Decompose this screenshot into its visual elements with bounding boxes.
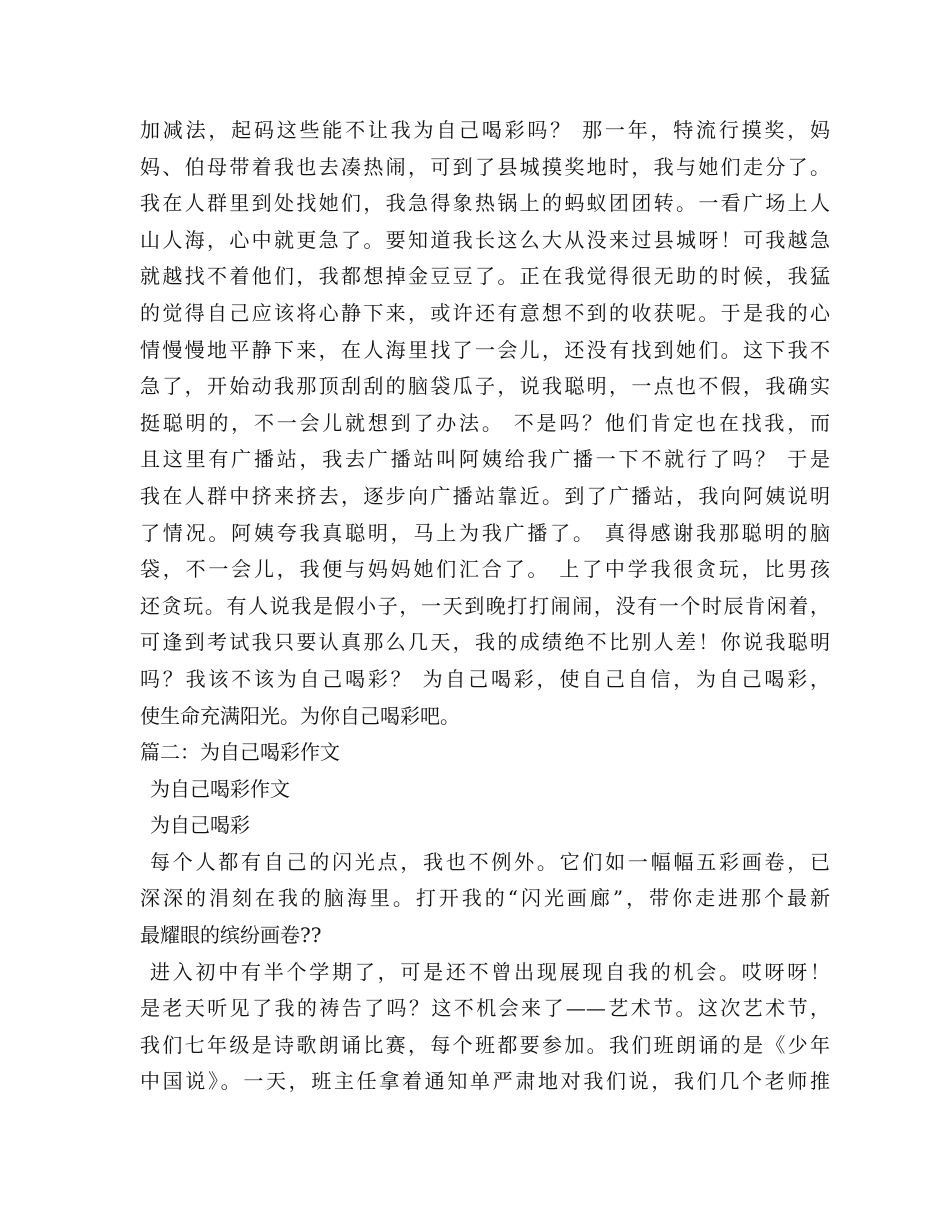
section-heading: 篇二：为自己喝彩作文	[140, 740, 340, 765]
text-line: 我在人群中挤来挤去，逐步向广播站靠近。到了广播站，我向阿姨说明	[140, 483, 830, 508]
text-line: 的觉得自己应该将心静下来，或许还有意想不到的收获呢。于是我的心	[140, 300, 830, 325]
text-line: 可逢到考试我只要认真那么几天，我的成绩绝不比别人差！你说我聪明	[140, 630, 830, 655]
text-line: 山人海，心中就更急了。要知道我长这么大从没来过县城呀！可我越急	[140, 227, 830, 252]
text-line: 且这里有广播站，我去广播站叫阿姨给我广播一下不就行了吗？ 于是	[140, 447, 830, 472]
text-line: 袋，不一会儿，我便与妈妈她们汇合了。 上了中学我很贪玩，比男孩	[140, 557, 830, 582]
text-line: 我们七年级是诗歌朗诵比赛，每个班都要参加。我们班朗诵的是《少年	[140, 1032, 830, 1057]
text-line: 中国说》。一天，班主任拿着通知单严肃地对我们说，我们几个老师推	[140, 1069, 830, 1094]
essay-subtitle: 为自己喝彩	[150, 813, 250, 838]
text-line: 急了，开始动我那顶刮刮的脑袋瓜子，说我聪明，一点也不假，我确实	[140, 374, 830, 399]
text-line: 进入初中有半个学期了，可是还不曾出现展现自我的机会。哎呀呀！	[150, 959, 830, 984]
text-line: 了情况。阿姨夸我真聪明，马上为我广播了。 真得感谢我那聪明的脑	[140, 520, 830, 545]
text-line: 我在人群里到处找她们，我急得象热锅上的蚂蚁团团转。一看广场上人	[140, 191, 830, 216]
text-line: 还贪玩。有人说我是假小子，一天到晚打打闹闹，没有一个时辰肯闲着，	[140, 593, 830, 618]
text-line: 每个人都有自己的闪光点，我也不例外。它们如一幅幅五彩画卷，已	[150, 849, 830, 874]
text-line: 最耀眼的缤纷画卷??	[140, 923, 322, 948]
text-line: 是老天听见了我的祷告了吗？这不机会来了——艺术节。这次艺术节，	[140, 996, 830, 1021]
text-line: 挺聪明的，不一会儿就想到了办法。 不是吗？他们肯定也在找我，而	[140, 410, 830, 435]
text-line: 深深的涓刻在我的脑海里。打开我的“闪光画廊”，带你走进那个最新	[140, 886, 830, 911]
text-line: 吗？我该不该为自己喝彩？ 为自己喝彩，使自己自信，为自己喝彩，	[140, 666, 830, 691]
text-line: 加减法，起码这些能不让我为自己喝彩吗？ 那一年，特流行摸奖，妈	[140, 118, 830, 142]
essay-title: 为自己喝彩作文	[150, 776, 290, 801]
text-line: 妈、伯母带着我也去凑热闹，可到了县城摸奖地时，我与她们走分了。	[140, 154, 830, 179]
essay-body	[140, 112, 830, 1100]
text-line: 使生命充满阳光。为你自己喝彩吧。	[140, 703, 460, 728]
text-line: 情慢慢地平静下来，在人海里找了一会儿，还没有找到她们。这下我不	[140, 337, 830, 362]
text-line: 就越找不着他们，我都想掉金豆豆了。正在我觉得很无助的时候，我猛	[140, 264, 830, 289]
